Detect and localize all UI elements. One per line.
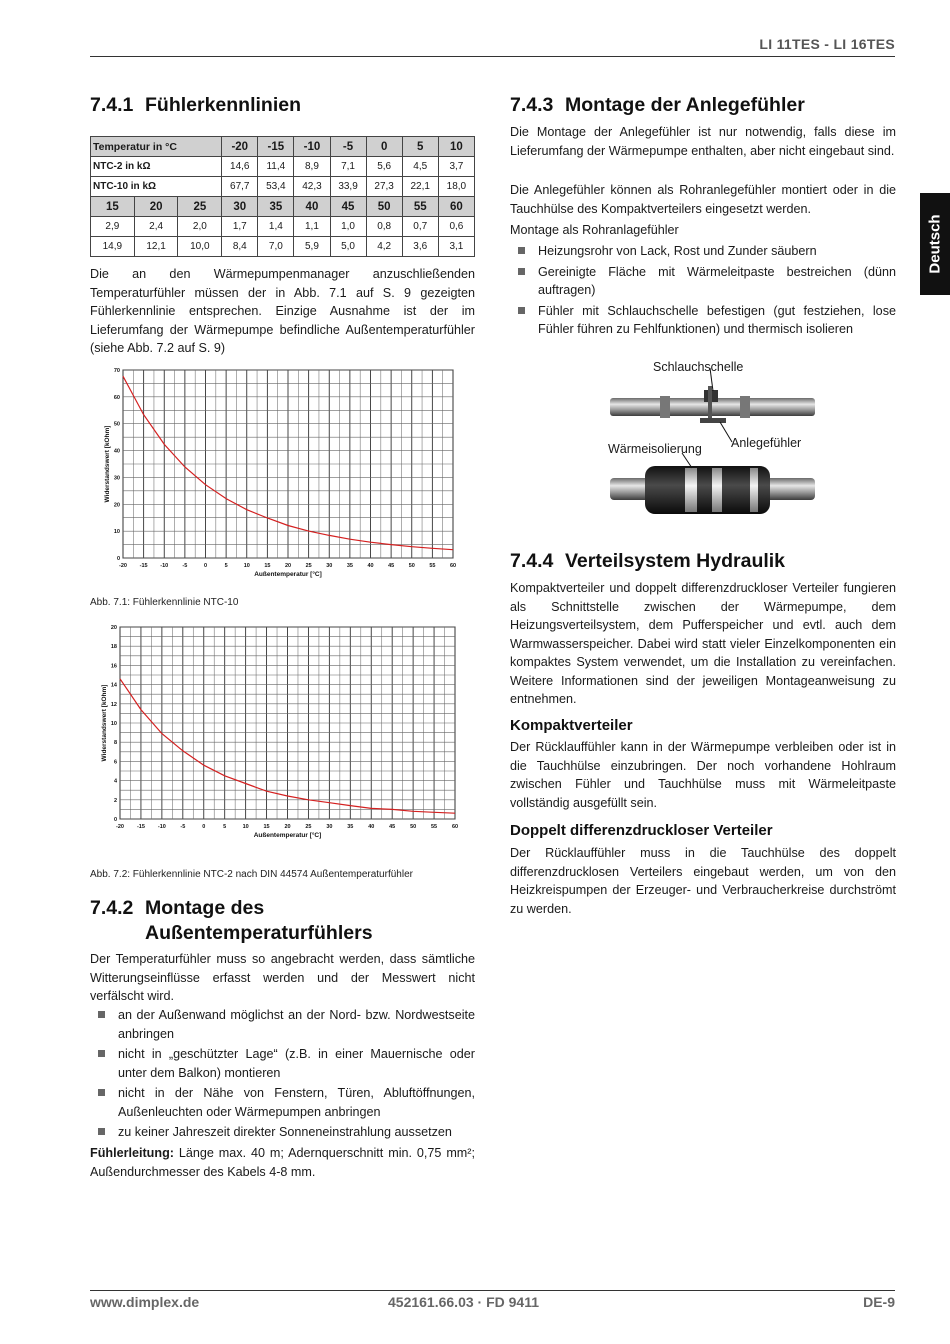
x-tick-label: 55: [431, 824, 438, 830]
table-cell: 3,1: [438, 237, 474, 257]
section-7-4-4-heading: [510, 549, 896, 574]
y-tick-label: 16: [110, 663, 117, 670]
table-cell: 22,1: [402, 177, 438, 197]
table-cell: 0,8: [366, 217, 402, 237]
x-tick-label: 30: [326, 824, 333, 830]
header-title: LI 11TES - LI 16TES: [759, 36, 895, 52]
table-cell: 1,1: [294, 217, 330, 237]
table-cell: NTC-10 in kΩ: [91, 177, 222, 197]
y-tick-label: 60: [113, 394, 120, 401]
table-cell: 5,9: [294, 237, 330, 257]
table-cell: 4,2: [366, 237, 402, 257]
table-cell: 42,3: [294, 177, 330, 197]
table-cell: -20: [222, 137, 258, 157]
table-cell: 2,0: [178, 217, 222, 237]
table-row: [91, 157, 475, 177]
table-cell: NTC-2 in kΩ: [91, 157, 222, 177]
table-row: [91, 137, 475, 157]
y-tick-label: 10: [110, 721, 117, 727]
table-cell: 8,4: [222, 237, 258, 257]
table-cell: 1,7: [222, 217, 258, 237]
y-tick-label: 4: [113, 778, 117, 785]
table-cell: 8,9: [294, 157, 330, 177]
list-item: nicht in „geschützter Lage“ (z.B. in einer Mauernische oder unter dem Balkon) montieren: [90, 1045, 475, 1082]
y-tick-label: 20: [113, 502, 120, 509]
x-tick-label: 5: [223, 824, 227, 830]
table-cell: 2,4: [134, 217, 178, 237]
contact-sensor-p1: Die Montage der Anlegefühler ist nur notwendig, falls diese im Lieferumfang der Wärmepumpe enthalten, aber nicht eingebaut sind.: [510, 125, 896, 158]
x-tick-label: -20: [116, 824, 124, 830]
table-cell: 55: [402, 197, 438, 217]
list-item: Heizungsrohr von Lack, Rost und Zunder säubern: [510, 242, 896, 261]
list-item: nicht in der Nähe von Fenstern, Türen, Abluftöffnungen, Außenleuchten oder Wärmepumpen anbringen: [90, 1084, 475, 1121]
double-distributor-heading: Doppelt differenzdruckloser Verteiler: [510, 822, 773, 839]
x-tick-label: -20: [119, 563, 127, 569]
figure-7-2-caption: Abb. 7.2: Fühlerkennlinie NTC-2 nach DIN 44574 Außentemperaturfühler: [90, 869, 413, 880]
x-tick-label: 15: [264, 563, 271, 569]
x-tick-label: 40: [367, 563, 374, 569]
section-title: Montage der Anlegefühler: [565, 94, 805, 116]
table-cell: 50: [366, 197, 402, 217]
label-insulation: Wärmeisolierung: [608, 442, 702, 456]
footer-doc-number: 452161.66.03 · FD 9411: [388, 1294, 540, 1310]
x-tick-label: 45: [388, 563, 395, 569]
table-cell: 11,4: [258, 157, 294, 177]
x-tick-label: 20: [284, 563, 292, 569]
table-row: [91, 237, 475, 257]
list-item: Gereinigte Fläche mit Wärmeleitpaste bestreichen (dünn auftragen): [510, 263, 896, 300]
x-tick-label: 60: [451, 824, 459, 830]
table-cell: 18,0: [438, 177, 474, 197]
x-tick-label: -10: [160, 563, 169, 569]
footer-page-number: DE-9: [863, 1294, 895, 1310]
section-7-4-3-heading: [510, 93, 896, 118]
y-tick-label: 50: [113, 421, 120, 428]
table-cell: 7,1: [330, 157, 366, 177]
section-7-4-1-heading: [90, 93, 301, 118]
compact-distributor-heading: Kompaktverteiler: [510, 717, 633, 734]
x-tick-label: 10: [243, 563, 250, 569]
table-row: [91, 197, 475, 217]
table-cell: 7,0: [258, 237, 294, 257]
x-tick-label: 40: [368, 824, 375, 830]
contact-sensor-p2: Die Anlegefühler können als Rohranlegefühler montiert oder in die Tauchhülse des Kompaktverteilers eingesetzt werden.: [510, 183, 896, 216]
sensor-curve-table: [90, 136, 475, 257]
x-axis-label: Außentemperatur [°C]: [253, 832, 322, 839]
y-tick-label: 70: [113, 368, 120, 374]
x-tick-label: 0: [203, 563, 208, 569]
footer-url: www.dimplex.de: [90, 1294, 200, 1310]
x-tick-label: -5: [182, 563, 188, 569]
table-cell: 4,5: [402, 157, 438, 177]
x-tick-label: 25: [305, 824, 312, 830]
language-tab-label: Deutsch: [926, 214, 944, 274]
y-tick-label: 0: [116, 556, 120, 562]
compact-distributor-text: Der Rücklauffühler kann in der Wärmepumpe verbleiben oder ist in die Tauchhülse einzubringen. Der noch vorhandene Hohlraum zwischen Fühler und Tauchhülse muss mit Wärmeleitpaste vollständig ausgefüllt sein.: [510, 740, 896, 810]
table-cell: 3,6: [402, 237, 438, 257]
x-tick-label: 50: [408, 563, 415, 569]
table-cell: -5: [330, 137, 366, 157]
header-rule: [90, 56, 895, 57]
x-tick-label: 5: [224, 563, 228, 569]
list-item: zu keiner Jahreszeit direkter Sonneneinstrahlung aussetzen: [90, 1123, 475, 1142]
table-cell: 45: [330, 197, 366, 217]
section-number: 7.4.1: [90, 94, 134, 116]
x-tick-label: 25: [305, 563, 312, 569]
x-tick-label: 60: [449, 563, 457, 569]
table-cell: 0,6: [438, 217, 474, 237]
x-tick-label: 10: [242, 824, 249, 830]
section-number: 7.4.3: [510, 94, 554, 116]
y-tick-label: 14: [110, 682, 117, 689]
x-tick-label: -15: [136, 824, 145, 830]
x-tick-label: 0: [202, 824, 206, 830]
x-tick-label: 45: [389, 824, 396, 830]
figure-7-1-caption: Abb. 7.1: Fühlerkennlinie NTC-10: [90, 597, 239, 608]
table-cell: 25: [178, 197, 222, 217]
y-tick-label: 0: [113, 817, 117, 823]
table-cell: 10,0: [178, 237, 222, 257]
table-cell: 14,6: [222, 157, 258, 177]
x-tick-label: -10: [157, 824, 166, 830]
table-row: [91, 177, 475, 197]
x-axis-label: Außentemperatur [°C]: [254, 571, 322, 578]
x-tick-label: 30: [326, 563, 333, 569]
table-cell: 1,4: [258, 217, 294, 237]
hydraulic-intro-text: Kompaktverteiler und doppelt differenzdruckloser Verteiler fungieren als Schnittstelle zwischen der Wärmepumpe, dem Heizungsverteilsystem, dem Pufferspeicher und evtl. auch dem Warmwasserspeicher. Dabei wird statt vieler Einzelkomponenten ein kompaktes System verwendet, um die Installation zu vereinfachen. Weitere Informationen sind der jeweiligen Montageanweisung zu entnehmen.: [510, 581, 896, 706]
section-number: 7.4.2: [90, 897, 134, 919]
language-tab: [920, 193, 950, 295]
section-title: Montage des: [145, 897, 265, 919]
table-cell: 0,7: [402, 217, 438, 237]
x-tick-label: 20: [284, 824, 291, 830]
y-tick-label: 18: [110, 644, 117, 651]
table-cell: 10: [438, 137, 474, 157]
x-tick-label: 35: [347, 824, 354, 830]
table-cell: 20: [134, 197, 178, 217]
table-cell: 3,7: [438, 157, 474, 177]
table-cell: 27,3: [366, 177, 402, 197]
y-axis-label: Widerstandswert [kOhm]: [104, 425, 111, 503]
y-tick-label: 12: [110, 701, 117, 708]
section-title: Fühlerkennlinien: [145, 94, 302, 116]
table-cell: 12,1: [134, 237, 178, 257]
table-row: [91, 217, 475, 237]
y-tick-label: 8: [113, 740, 117, 747]
outdoor-sensor-text: Der Temperaturfühler muss so angebracht werden, dass sämtliche Witterungseinflüsse erfasst werden und der Messwert nicht verfälscht wird.: [90, 952, 475, 1003]
section-7-4-2-heading: [90, 896, 373, 946]
x-tick-label: 35: [346, 563, 353, 569]
table-cell: -15: [258, 137, 294, 157]
x-tick-label: -15: [139, 563, 148, 569]
label-hose-clamp: Schlauchschelle: [653, 360, 744, 374]
table-cell: 33,9: [330, 177, 366, 197]
y-tick-label: 20: [110, 625, 117, 631]
x-tick-label: -5: [180, 824, 186, 830]
sensor-lead-text: [90, 1144, 475, 1181]
footer-rule: [90, 1290, 895, 1291]
x-tick-label: 55: [429, 563, 436, 569]
y-tick-label: 40: [113, 448, 120, 455]
sensor-curve-text: Die an den Wärmepumpenmanager anzuschließenden Temperaturfühler müssen der in Abb. 7.1 auf S. 9 gezeigten Fühlerkennlinie entsprechen. Einzige Ausnahme ist der im Lieferumfang der Wärmepumpe befindliche Außentemperaturfühler (siehe Abb. 7.2 auf S. 9): [90, 267, 475, 355]
table-cell: 53,4: [258, 177, 294, 197]
label-contact-sensor: Anlegefühler: [731, 436, 802, 450]
sensor-lead-spec: Länge max. 40 m; Adernquerschnitt min. 0,75 mm²; Außendurchmesser des Kabels 4-8 mm.: [90, 1146, 475, 1179]
table-cell: 35: [258, 197, 294, 217]
table-cell: 0: [366, 137, 402, 157]
table-cell: 2,9: [91, 217, 135, 237]
y-tick-label: 10: [113, 529, 120, 536]
table-cell: 1,0: [330, 217, 366, 237]
section-number: 7.4.4: [510, 550, 554, 572]
table-cell: 30: [222, 197, 258, 217]
x-tick-label: 50: [410, 824, 417, 830]
y-axis-label: Widerstandswert [kOhm]: [101, 684, 108, 762]
x-tick-label: 15: [263, 824, 270, 830]
table-cell: 15: [91, 197, 135, 217]
list-item: Fühler mit Schlauchschelle befestigen (gut festziehen, lose Fühler führen zu Fehlfunktionen) und thermisch isolieren: [510, 302, 896, 339]
table-cell: -10: [294, 137, 330, 157]
table-cell: 5,6: [366, 157, 402, 177]
sensor-lead-label: Fühlerleitung:: [90, 1146, 174, 1160]
y-tick-label: 6: [113, 759, 117, 766]
section-title-line2: Außentemperaturfühlers: [145, 922, 373, 944]
table-cell: 40: [294, 197, 330, 217]
ntc10-curve-chart: [98, 364, 470, 582]
y-tick-label: 30: [113, 475, 120, 482]
table-cell: 5,0: [330, 237, 366, 257]
ntc2-curve-chart: [98, 620, 470, 840]
y-tick-label: 2: [113, 797, 117, 804]
section-title: Verteilsystem Hydraulik: [565, 550, 786, 572]
double-distributor-text: Der Rücklauffühler muss in die Tauchhülse des doppelt differenzdrucklosen Verteilers eingebaut werden, um von den Heizkreispumpen der Erzeuger- und Verbraucherkreise durchströmt zu werden.: [510, 846, 896, 916]
outdoor-sensor-bullets: [90, 1006, 475, 1144]
list-item: an der Außenwand möglichst an der Nord- bzw. Nordwestseite anbringen: [90, 1006, 475, 1043]
table-cell: 60: [438, 197, 474, 217]
table-cell: 5: [402, 137, 438, 157]
table-cell: Temperatur in °C: [91, 137, 222, 157]
table-cell: 14,9: [91, 237, 135, 257]
contact-sensor-bullets: [510, 242, 896, 341]
pipe-sensor-photo: [600, 358, 825, 530]
contact-sensor-p3: Montage als Rohranlagefühler: [510, 223, 679, 237]
table-cell: 67,7: [222, 177, 258, 197]
